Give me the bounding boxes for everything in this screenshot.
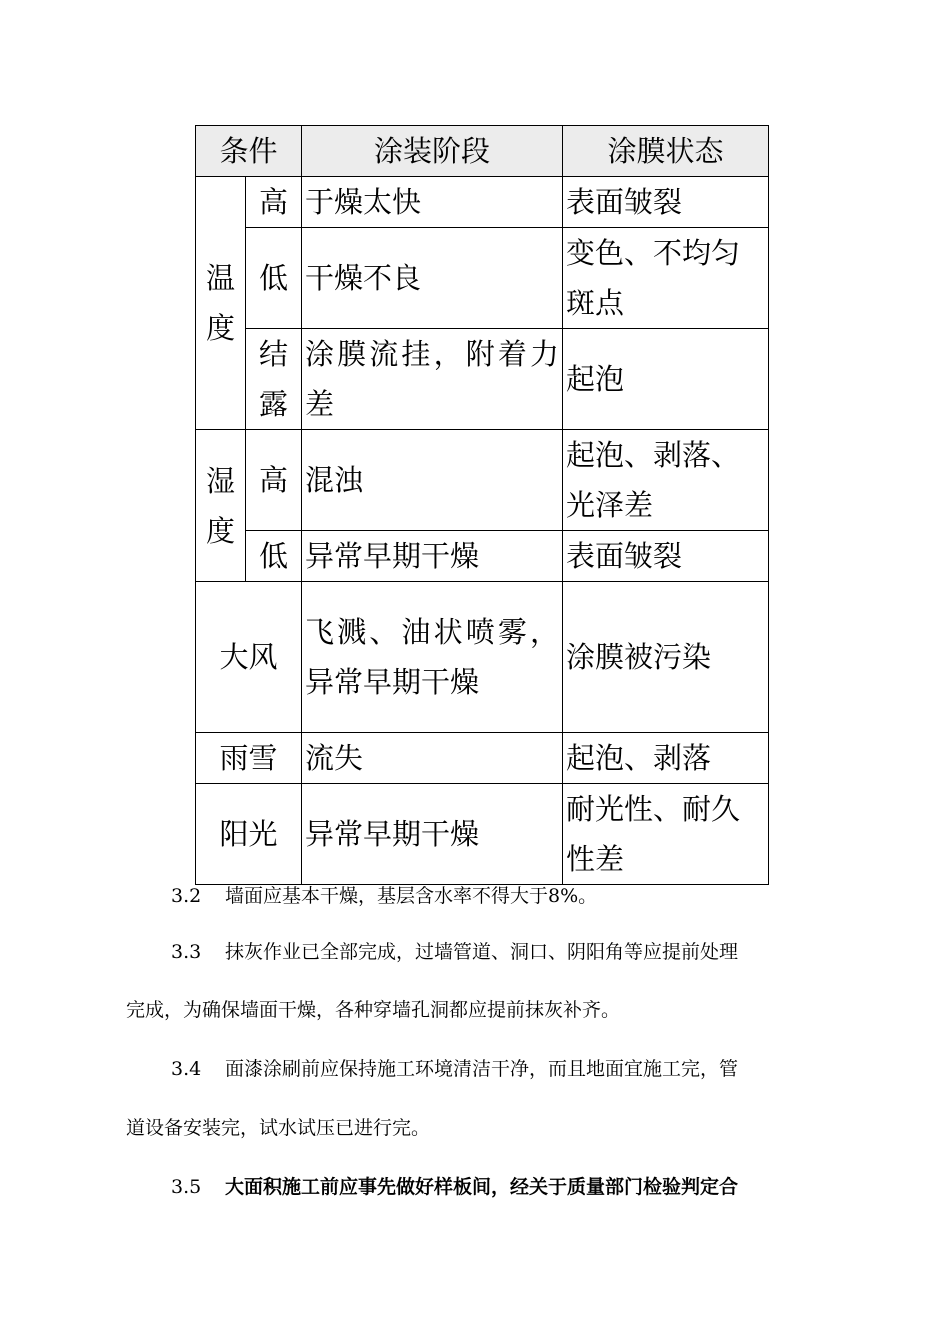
condition-cell: 雨雪 — [196, 733, 302, 784]
state-cell: 起泡、剥落 — [563, 733, 769, 784]
paragraph-3-3-line2: 完成，为确保墙面干燥，各种穿墙孔洞都应提前抹灰补齐。 — [126, 999, 621, 1021]
paragraph-text: 大面积施工前应事先做好样板间，经关于质量部门检验判定合 — [225, 1176, 739, 1198]
header-condition: 条件 — [196, 126, 302, 177]
stage-cell: 涂膜流挂，附着力差 — [302, 329, 563, 430]
section-number: 3.4 — [171, 1058, 202, 1080]
state-cell: 耐光性、耐久性差 — [563, 784, 769, 885]
paragraph-3-2 — [171, 884, 597, 908]
state-cell: 表面皱裂 — [563, 177, 769, 228]
table-row — [196, 531, 769, 582]
state-cell: 表面皱裂 — [563, 531, 769, 582]
stage-cell: 混浊 — [302, 430, 563, 531]
stage-cell: 干燥不良 — [302, 228, 563, 329]
table-row — [196, 329, 769, 430]
group-temperature: 温度 — [196, 177, 246, 430]
stage-cell: 异常早期干燥 — [302, 784, 563, 885]
table-row — [196, 228, 769, 329]
section-number: 3.3 — [171, 941, 202, 963]
sub-condition: 高 — [246, 430, 302, 531]
section-number: 3.2 — [171, 885, 202, 907]
paragraph-text: 抹灰作业已全部完成，过墙管道、洞口、阴阳角等应提前处理 — [225, 941, 739, 963]
sub-condition: 高 — [246, 177, 302, 228]
table-row — [196, 784, 769, 885]
table-row — [196, 430, 769, 531]
stage-cell: 流失 — [302, 733, 563, 784]
header-state: 涂膜状态 — [563, 126, 769, 177]
table-header-row — [196, 126, 769, 177]
section-number: 3.5 — [171, 1176, 202, 1198]
group-humidity: 湿度 — [196, 430, 246, 582]
paragraph-3-3-line1 — [171, 940, 738, 964]
header-stage: 涂装阶段 — [302, 126, 563, 177]
paragraph-3-5-line1 — [171, 1175, 738, 1199]
table-row — [196, 582, 769, 733]
condition-cell: 大风 — [196, 582, 302, 733]
sub-condition: 低 — [246, 228, 302, 329]
state-cell: 涂膜被污染 — [563, 582, 769, 733]
stage-cell: 异常早期干燥 — [302, 531, 563, 582]
table-row — [196, 177, 769, 228]
state-cell: 变色、不均匀斑点 — [563, 228, 769, 329]
sub-condition: 低 — [246, 531, 302, 582]
state-cell: 起泡、剥落、光泽差 — [563, 430, 769, 531]
stage-cell: 于燥太快 — [302, 177, 563, 228]
paragraph-3-4-line2: 道设备安装完，试水试压已进行完。 — [126, 1117, 431, 1139]
stage-cell: 飞溅、油状喷雾，异常早期干燥 — [302, 582, 563, 733]
paragraph-text: 面漆涂刷前应保持施工环境清洁干净，而且地面宜施工完，管 — [225, 1058, 739, 1080]
table-row — [196, 733, 769, 784]
sub-condition: 结露 — [246, 329, 302, 430]
paragraph-3-4-line1 — [171, 1057, 738, 1081]
coating-conditions-table — [195, 125, 769, 885]
condition-cell: 阳光 — [196, 784, 302, 885]
state-cell: 起泡 — [563, 329, 769, 430]
paragraph-text: 墙面应基本干燥，基层含水率不得大于8%。 — [225, 885, 598, 907]
